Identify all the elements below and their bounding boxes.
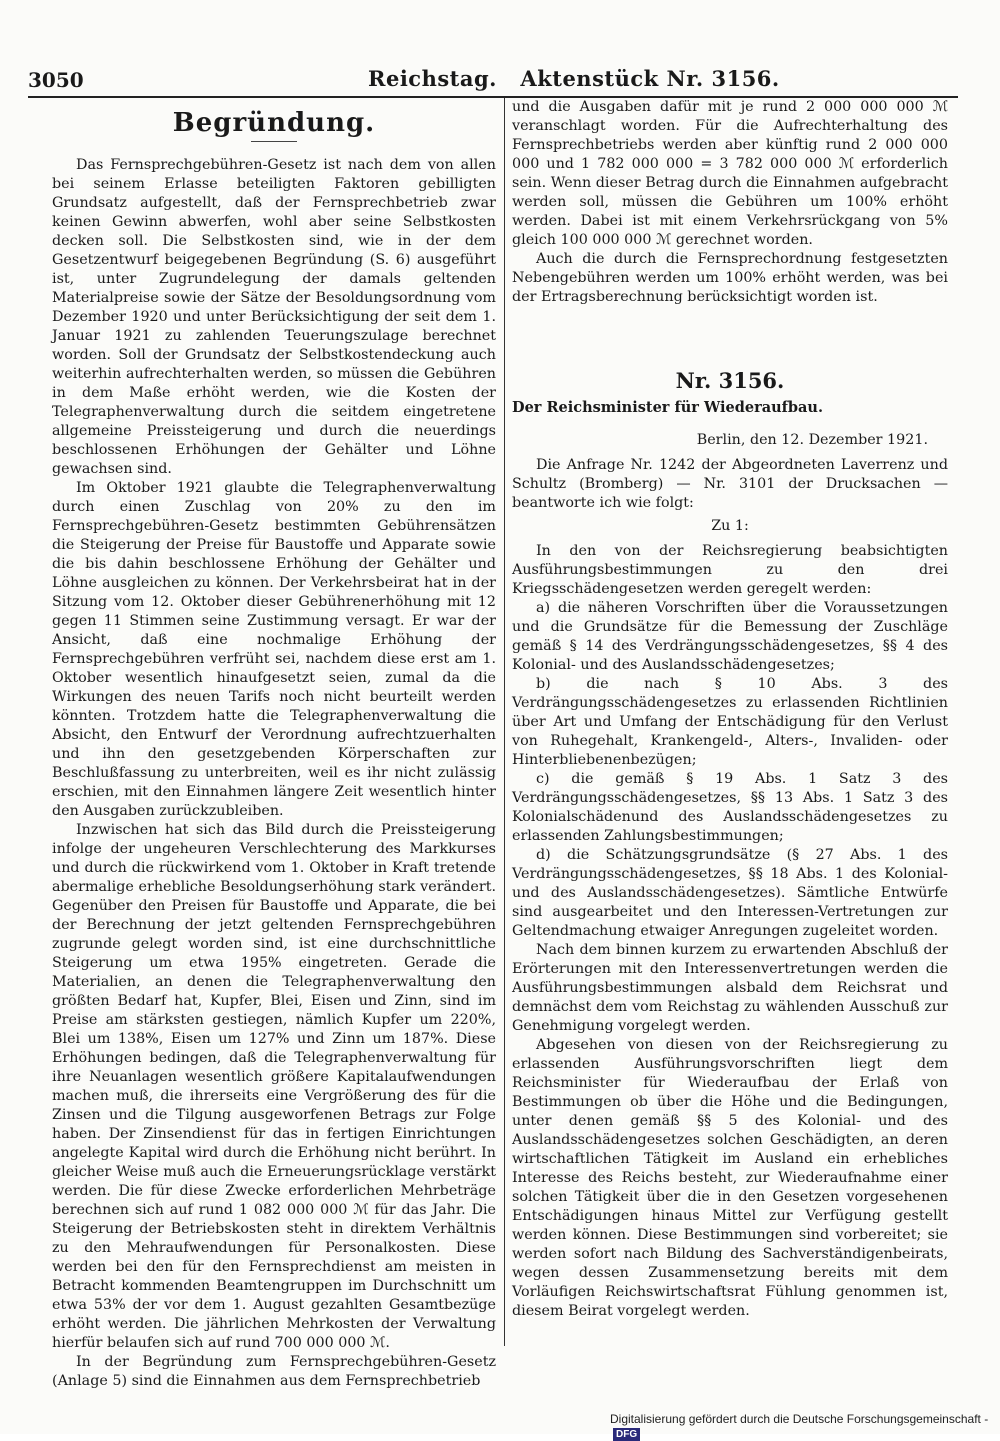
right-column xyxy=(512,98,948,1321)
list-item: d) die Schätzungsgrundsätze (§ 27 Abs. 1 des Verdrängungsschädengesetzes, §§ 18 Abs. 1 des Kolonial- und des Auslandsschädengesetzes). Sämtliche Entwürfe sind ausgearbeitet und den Interessen-Vertretungen zur Geltendmachung etwaiger Anregungen zugeleitet worden. xyxy=(512,847,948,939)
page-number: 3050 xyxy=(28,68,84,92)
column-divider xyxy=(504,98,505,1346)
list-item: b) die nach § 10 Abs. 3 des Verdrängungsschädengesetzes zu erlassenden Richtlinien über Art und Umfang der Entschädigung für den Verlust von Ruhegehalt, Krankengeld-, Alters-, Invaliden- oder Hinterbliebenenbezügen; xyxy=(512,676,948,768)
paragraph: Das Fernsprechgebühren-Gesetz ist nach dem von allen bei seinem Erlasse beteiligten Faktoren gebilligten Grundsatz aufgestellt, daß der Fernsprechbetrieb zwar keinen Gewinn abwerfen, wohl aber seine Selbstkosten decken soll. Die Selbstkosten sind, wie in der dem Gesetzentwurf beigegebenen Begründung (S. 6) ausgeführt ist, unter Zugrundelegung der damals geltenden Materialpreise sowie der Sätze der Besoldungsordnung vom Dezember 1920 und unter Berücksichtigung der seit dem 1. Januar 1921 zu zahlenden Teuerungszulage berechnet worden. Soll der Grundsatz der Selbstkostendeckung auch weiterhin aufrechterhalten werden, so müssen die Gebühren in dem Maße erhöht werden, wie die Kosten der Telegraphenverwaltung durch die seitdem eingetretene allgemeine Preissteigerung und durch die neuerdings beschlossenen Erhöhungen der Gehälter und Löhne gewachsen sind. xyxy=(52,157,496,477)
running-title: Reichstag. Aktenstück Nr. 3156. xyxy=(368,66,780,91)
list-item: a) die näheren Vorschriften über die Voraussetzungen und die Grundsätze für die Bemessung der Zuschläge gemäß § 14 des Verdrängungsschädengesetzes, §§ 4 des Kolonial- und des Auslandsschädengesetzes; xyxy=(512,600,948,673)
place-date: Berlin, den 12. Dezember 1921. xyxy=(696,432,928,448)
page-header xyxy=(28,64,958,98)
list-item: c) die gemäß § 19 Abs. 1 Satz 3 des Verdrängungsschädengesetzes, §§ 13 Abs. 1 Satz 3 des Kolonialschädenund des Auslandsschädengesetzes zu erlassenden Zahlungsbestimmungen; xyxy=(512,771,948,844)
paragraph: Auch die durch die Fernsprechordnung festgesetzten Nebengebühren werden um 100% erhöht werden, was bei der Ertragsberechnung berücksichtigt worden ist. xyxy=(512,251,948,305)
document-number-heading: Nr. 3156. xyxy=(675,368,785,393)
footer-text: Digitalisierung gefördert durch die Deutsche Forschungsgemeinschaft - xyxy=(610,1412,989,1426)
heading-rule xyxy=(251,141,297,142)
paragraph: Nach dem binnen kurzem zu erwartenden Abschluß der Erörterungen mit den Interessenvertretungen werden die Ausführungsbestimmungen alsbald dem Reichsrat und demnächst dem vom Reichstag zu wählenden Ausschuß zur Genehmigung vorgelegt werden. xyxy=(512,942,948,1034)
intro-paragraph: Die Anfrage Nr. 1242 der Abgeordneten Laverrenz und Schultz (Bromberg) — Nr. 3101 der Drucksachen — beantworte ich wie folgt: xyxy=(512,457,948,511)
paragraph: In den von der Reichsregierung beabsichtigten Ausführungsbestimmungen zu den drei Kriegsschädengesetzen werden geregelt werden: xyxy=(512,543,948,597)
paragraph: und die Ausgaben dafür mit je rund 2 000 000 000 ℳ veranschlagt worden. Für die Aufrechterhaltung des Fernsprechbetriebs werden aber künftig rund 2 000 000 000 und 1 782 000 000 = 3 782 000 000 ℳ erforderlich sein. Wenn dieser Betrag durch die Einnahmen aufgebracht werden soll, müssen die Gebühren um 100% erhöht werden. Dabei ist mit einem Verkehrsrückgang von 5% gleich 100 000 000 ℳ gerechnet worden. xyxy=(512,99,948,248)
section-heading: Begründung. xyxy=(172,108,376,138)
paragraph: Im Oktober 1921 glaubte die Telegraphenverwaltung durch einen Zuschlag von 20% zu den im Fernsprechgebühren-Gesetz bestimmten Gebührensätzen die Steigerung der Preise für Baustoffe und Apparate sowie die bis dahin beschlossene Erhöhung der Gehälter und Löhne ausgleichen zu können. Der Verkehrsbeirat hat in der Sitzung vom 12. Oktober dieser Gebührenerhöhung mit 12 gegen 11 Stimmen seine Zustimmung versagt. Er war der Ansicht, daß eine nochmalige Erhöhung der Fernsprechgebühren verfrüht sei, nachdem diese erst am 1. Oktober wesentlich hinaufgesetzt seien, zumal da die Wirkungen des neuen Tarifs noch nicht beurteilt werden könnten. Trotzdem hatte die Telegraphenverwaltung die Absicht, den Entwurf der Verordnung aufrechtzuerhalten und ihn den gesetzgebenden Körperschaften zur Beschlußfassung zu unterbreiten, weil es ihr nicht zulässig erschien, mit den Einnahmen längere Zeit wesentlich hinter den Ausgaben zurückzubleiben. xyxy=(52,480,496,819)
spacer xyxy=(512,307,948,371)
minister-line: Der Reichsminister für Wiederaufbau. xyxy=(512,399,824,416)
footer-credit xyxy=(610,1412,1000,1441)
dfg-logo: DFG xyxy=(613,1428,640,1441)
left-column xyxy=(52,98,496,1391)
section-label: Zu 1: xyxy=(711,518,749,534)
paragraph: In der Begründung zum Fernsprechgebühren-Gesetz (Anlage 5) sind die Einnahmen aus dem Fernsprechbetrieb xyxy=(52,1354,496,1389)
paragraph: Inzwischen hat sich das Bild durch die Preissteigerung infolge der ungeheuren Verschlechterung des Markkurses und durch die rückwirkend vom 1. Oktober in Kraft tretende abermalige erhebliche Besoldungserhöhung stark verändert. Gegenüber den Preisen für Baustoffe und Apparate, die bei der Berechnung der jetzt geltenden Fernsprechgebühren zugrunde gelegt worden sind, ist eine durchschnittliche Steigerung um etwa 195% eingetreten. Gerade die Materialien, an denen die Telegraphenverwaltung den größten Bedarf hat, Kupfer, Blei, Eisen und Zinn, sind im Preise am stärksten gestiegen, nämlich Kupfer um 220%, Blei um 138%, Eisen um 127% und Zinn um 187%. Diese Erhöhungen bedingen, daß die Telegraphenverwaltung für ihre Neuanlagen wesentlich größere Kapitalaufwendungen machen muß, die ihrerseits eine Vergrößerung des für die Zinsen und die Tilgung ausgeworfenen Betrags zur Folge haben. Der Zinsendienst für das in fertigen Einrichtungen angelegte Kapital wird durch die Erhöhung nicht berührt. In gleicher Weise muß auch die Erneuerungsrücklage verstärkt werden. Die für diese Zwecke erforderlichen Mehrbeträge berechnen sich auf rund 1 082 000 000 ℳ für das Jahr. Die Steigerung der Betriebskosten steht in direktem Verhältnis zu den Mehraufwendungen für Personalkosten. Diese werden bei den für den Fernsprechdienst am meisten in Betracht kommenden Beamtengruppen im Durchschnitt um etwa 53% der vor dem 1. August gezahlten Gesamtbezüge erhöht werden. Die jährlichen Mehrkosten der Verwaltung hierfür belaufen sich auf rund 700 000 000 ℳ. xyxy=(52,822,496,1351)
paragraph: Abgesehen von diesen von der Reichsregierung zu erlassenden Ausführungsvorschriften liegt dem Reichsminister für Wiederaufbau der Erlaß von Bestimmungen ob über die Höhe und die Bedingungen, unter denen gemäß §§ 5 des Kolonial- und des Auslandsschädengesetzes solchen Geschädigten, an deren wirtschaftlichen Tätigkeit im Ausland ein erhebliches Interesse des Reichs besteht, zur Wiederaufnahme einer solchen Tätigkeit über die in den Gesetzen vorgesehenen Entschädigungen hinaus Mittel zur Verfügung gestellt werden können. Diese Bestimmungen sind vorbereitet; sie werden sofort nach Bildung des Sachverständigenbeirats, wegen dessen Zusammensetzung bereits mit dem Vorläufigen Reichswirtschaftsrat Fühlung genommen ist, diesem Beirat vorgelegt werden. xyxy=(512,1037,948,1319)
